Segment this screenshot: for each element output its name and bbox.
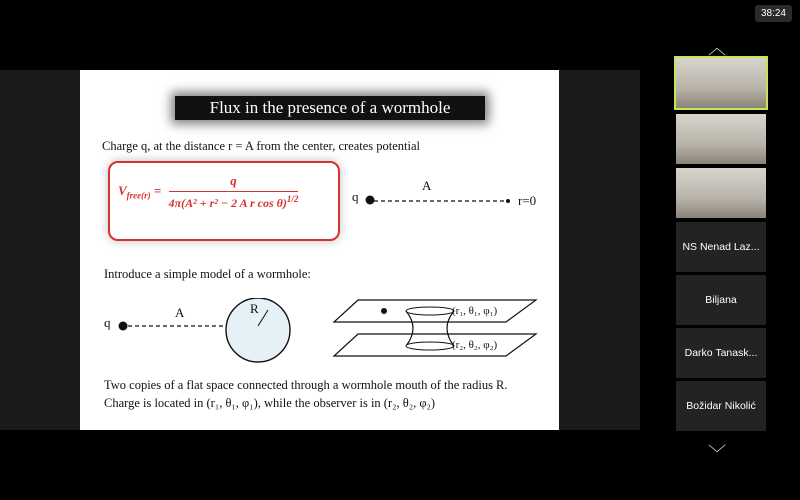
chevron-up-icon[interactable]: ︿ bbox=[708, 38, 726, 58]
slide-text-line-1: Charge q, at the distance r = A from the center, creates potential bbox=[102, 139, 421, 153]
slide-text-line-3: Two copies of a flat space connected through a wormhole mouth of the radius R. bbox=[104, 378, 508, 392]
chevron-down-icon[interactable]: ﹀ bbox=[708, 444, 726, 464]
center-dot bbox=[506, 199, 510, 203]
diagram1-a-label: A bbox=[422, 178, 432, 193]
upper-coords-label: (r₁, θ₁, φ₁) bbox=[452, 305, 498, 317]
diagram1-r-label: r=0 bbox=[518, 193, 537, 208]
diagram2-a-label: A bbox=[175, 305, 185, 320]
charge-dot-3 bbox=[381, 308, 387, 314]
lower-coords-label: (r₂, θ₂, φ₂) bbox=[452, 339, 498, 351]
participant-tile-nenad[interactable] bbox=[676, 222, 766, 272]
participant-tile-bozidar[interactable] bbox=[676, 381, 766, 431]
presentation-slide bbox=[80, 70, 559, 430]
wormhole-sphere-diagram bbox=[100, 298, 310, 368]
diagram1-q-label: q bbox=[352, 189, 359, 204]
diagram2-r-label: R bbox=[250, 301, 259, 316]
participant-name: Biljana bbox=[705, 294, 737, 306]
wormhole-throat-top bbox=[406, 307, 454, 315]
wormhole-throat-bottom bbox=[406, 342, 454, 350]
charge-dot-2 bbox=[119, 322, 128, 331]
participant-video-2[interactable] bbox=[676, 114, 766, 164]
participant-name: NS Nenad Laz... bbox=[682, 241, 760, 253]
participant-name: Darko Tanask... bbox=[684, 347, 758, 359]
participant-video-3[interactable] bbox=[676, 168, 766, 218]
potential-formula bbox=[118, 173, 298, 211]
formula-numerator: q bbox=[169, 173, 299, 192]
participant-tile-biljana[interactable] bbox=[676, 275, 766, 325]
formula-box bbox=[108, 161, 340, 241]
slide-text-line-4: Charge is located in (r₁, θ₁, φ₁), while the observer is in (r₂, θ₂, φ₂) bbox=[104, 396, 436, 410]
formula-lhs: $V_{free(r)}$ bbox=[118, 182, 151, 201]
diagram2-q-label: q bbox=[104, 315, 111, 330]
participant-video-1[interactable] bbox=[676, 58, 766, 108]
slide-title: Flux in the presence of a wormhole bbox=[175, 96, 485, 120]
formula-fraction bbox=[169, 173, 299, 211]
participant-tile-darko[interactable] bbox=[676, 328, 766, 378]
slide-text-line-2: Introduce a simple model of a wormhole: bbox=[104, 267, 311, 281]
meeting-timer: 38:24 bbox=[755, 5, 792, 22]
participant-name: Božidar Nikolić bbox=[686, 400, 756, 412]
charge-distance-diagram bbox=[350, 173, 550, 213]
formula-denominator: 4π(A² + r² − 2 A r cos θ)$^{1/2}$ bbox=[168, 194, 299, 210]
wormhole-planes-diagram bbox=[330, 296, 540, 362]
formula-equals: = bbox=[153, 182, 162, 198]
formula-exponent: 1/2 bbox=[286, 194, 299, 204]
charge-dot bbox=[366, 196, 375, 205]
